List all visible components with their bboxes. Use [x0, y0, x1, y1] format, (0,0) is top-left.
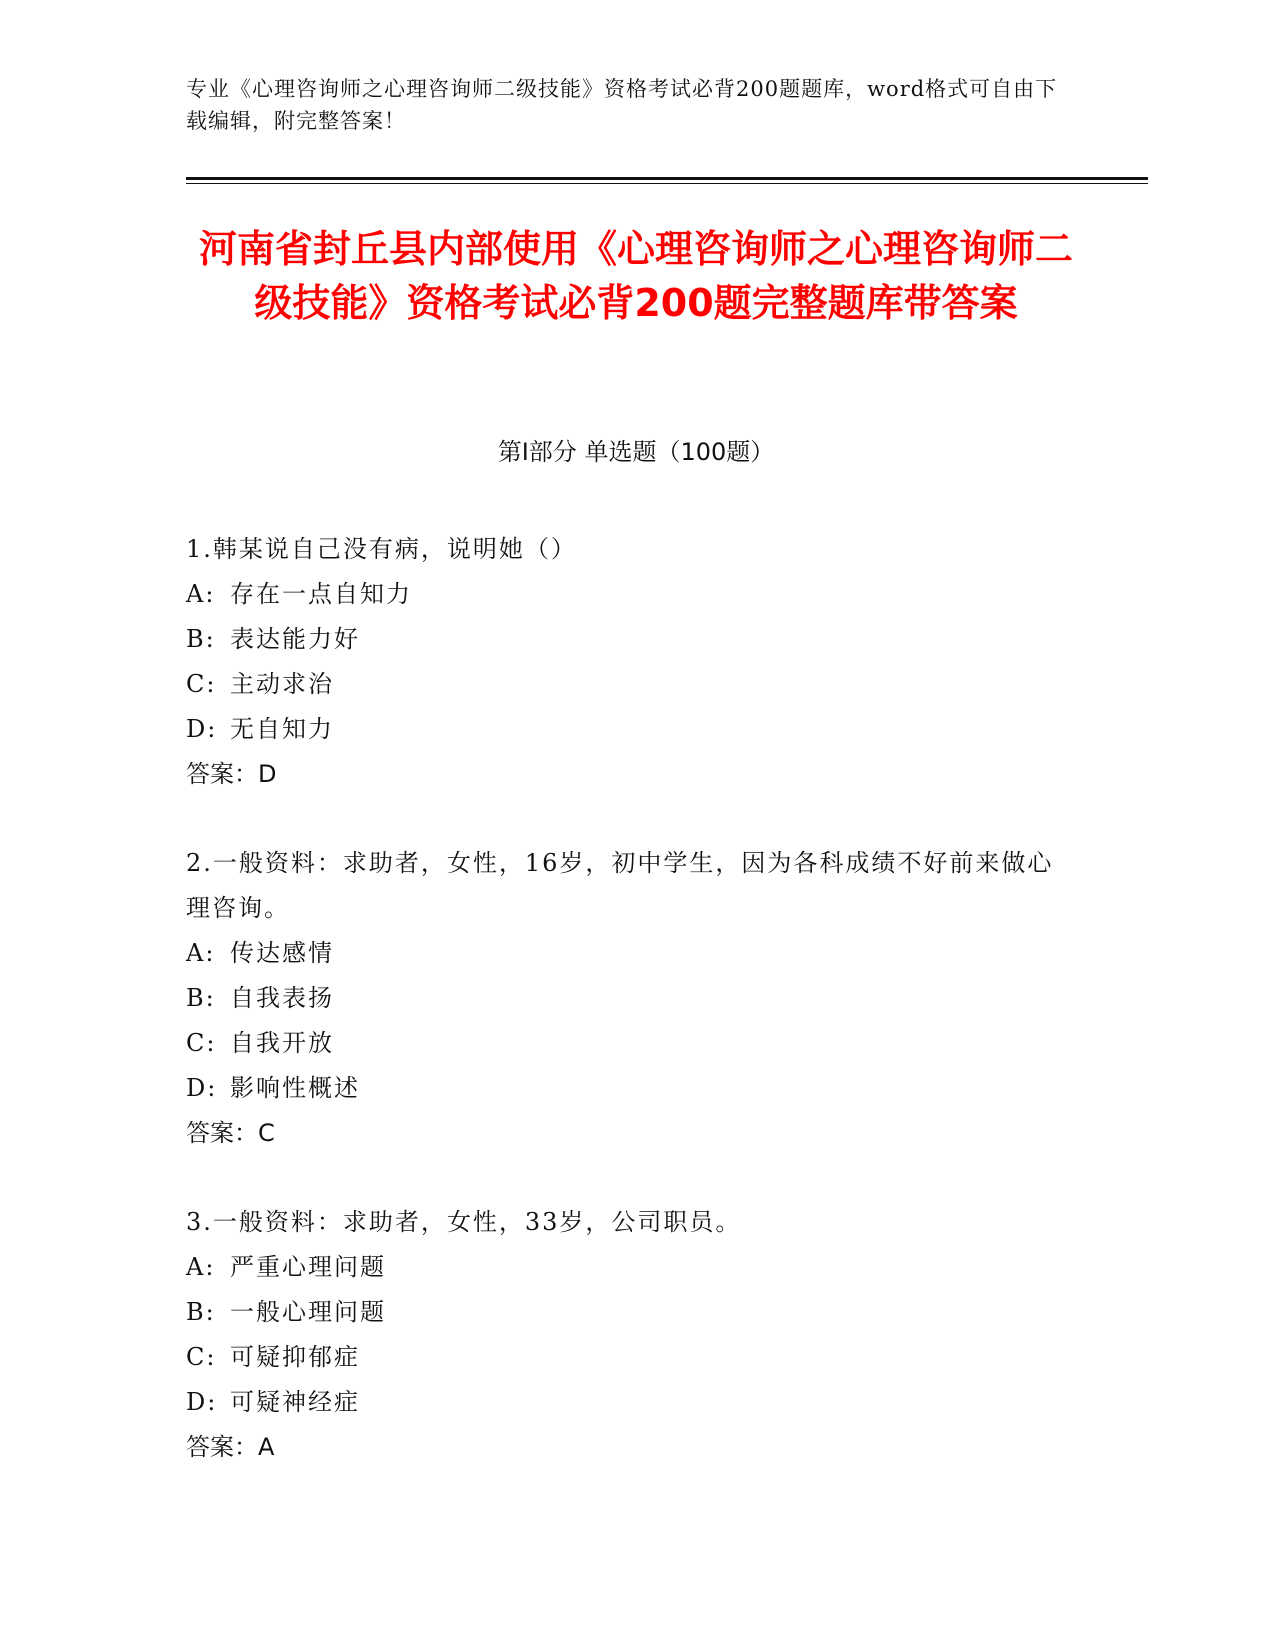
- option-text: 存在一点自知力: [230, 580, 412, 608]
- option-text: 自我表扬: [230, 984, 334, 1012]
- option-text: 无自知力: [230, 715, 334, 743]
- question-stem: 2.一般资料：求助者，女性，16岁，初中学生，因为各科成绩不好前来做心理咨询。: [186, 849, 1054, 922]
- option-a: [186, 931, 1066, 976]
- option-c: [186, 662, 1066, 707]
- option-letter: C:: [186, 1029, 217, 1057]
- question-list: [186, 527, 1066, 1514]
- section-heading: 第Ⅰ部分 单选题（100题）: [497, 438, 775, 466]
- option-a: [186, 572, 1066, 617]
- option-letter: C:: [186, 670, 217, 698]
- option-text: 表达能力好: [230, 625, 360, 653]
- option-letter: B:: [186, 984, 216, 1012]
- option-text: 可疑神经症: [230, 1388, 360, 1416]
- question-stem: 1.韩某说自己没有病，说明她（）: [186, 535, 577, 563]
- header-divider-thin: [186, 183, 1148, 184]
- option-letter: D:: [186, 1074, 218, 1102]
- answer-line: 答案：D: [186, 760, 277, 788]
- option-text: 影响性概述: [230, 1074, 360, 1102]
- option-letter: B:: [186, 625, 216, 653]
- option-text: 主动求治: [230, 670, 334, 698]
- header-divider-thick: [186, 177, 1148, 180]
- option-letter: B:: [186, 1298, 216, 1326]
- option-b: [186, 1290, 1066, 1335]
- question-1: [186, 527, 1066, 797]
- option-a: [186, 1245, 1066, 1290]
- option-b: [186, 617, 1066, 662]
- option-b: [186, 976, 1066, 1021]
- option-letter: C:: [186, 1343, 217, 1371]
- option-letter: A:: [186, 580, 216, 608]
- option-text: 一般心理问题: [230, 1298, 386, 1326]
- option-d: [186, 707, 1066, 752]
- answer-line: 答案：C: [186, 1119, 275, 1147]
- option-text: 传达感情: [230, 939, 334, 967]
- question-3: [186, 1200, 1066, 1470]
- option-d: [186, 1066, 1066, 1111]
- option-letter: D:: [186, 1388, 218, 1416]
- answer-line: 答案：A: [186, 1433, 275, 1461]
- option-d: [186, 1380, 1066, 1425]
- option-c: [186, 1335, 1066, 1380]
- header-note: 专业《心理咨询师之心理咨询师二级技能》资格考试必背200题题库，word格式可自由下载编辑，附完整答案！: [186, 77, 1058, 133]
- option-c: [186, 1021, 1066, 1066]
- document-title: 河南省封丘县内部使用《心理咨询师之心理咨询师二级技能》资格考试必背200题完整题库带答案: [198, 227, 1073, 325]
- option-text: 自我开放: [230, 1029, 334, 1057]
- option-letter: A:: [186, 939, 216, 967]
- option-text: 可疑抑郁症: [230, 1343, 360, 1371]
- question-stem: 3.一般资料：求助者，女性，33岁，公司职员。: [186, 1208, 742, 1236]
- question-2: [186, 841, 1066, 1156]
- option-letter: D:: [186, 715, 218, 743]
- option-text: 严重心理问题: [230, 1253, 386, 1281]
- option-letter: A:: [186, 1253, 216, 1281]
